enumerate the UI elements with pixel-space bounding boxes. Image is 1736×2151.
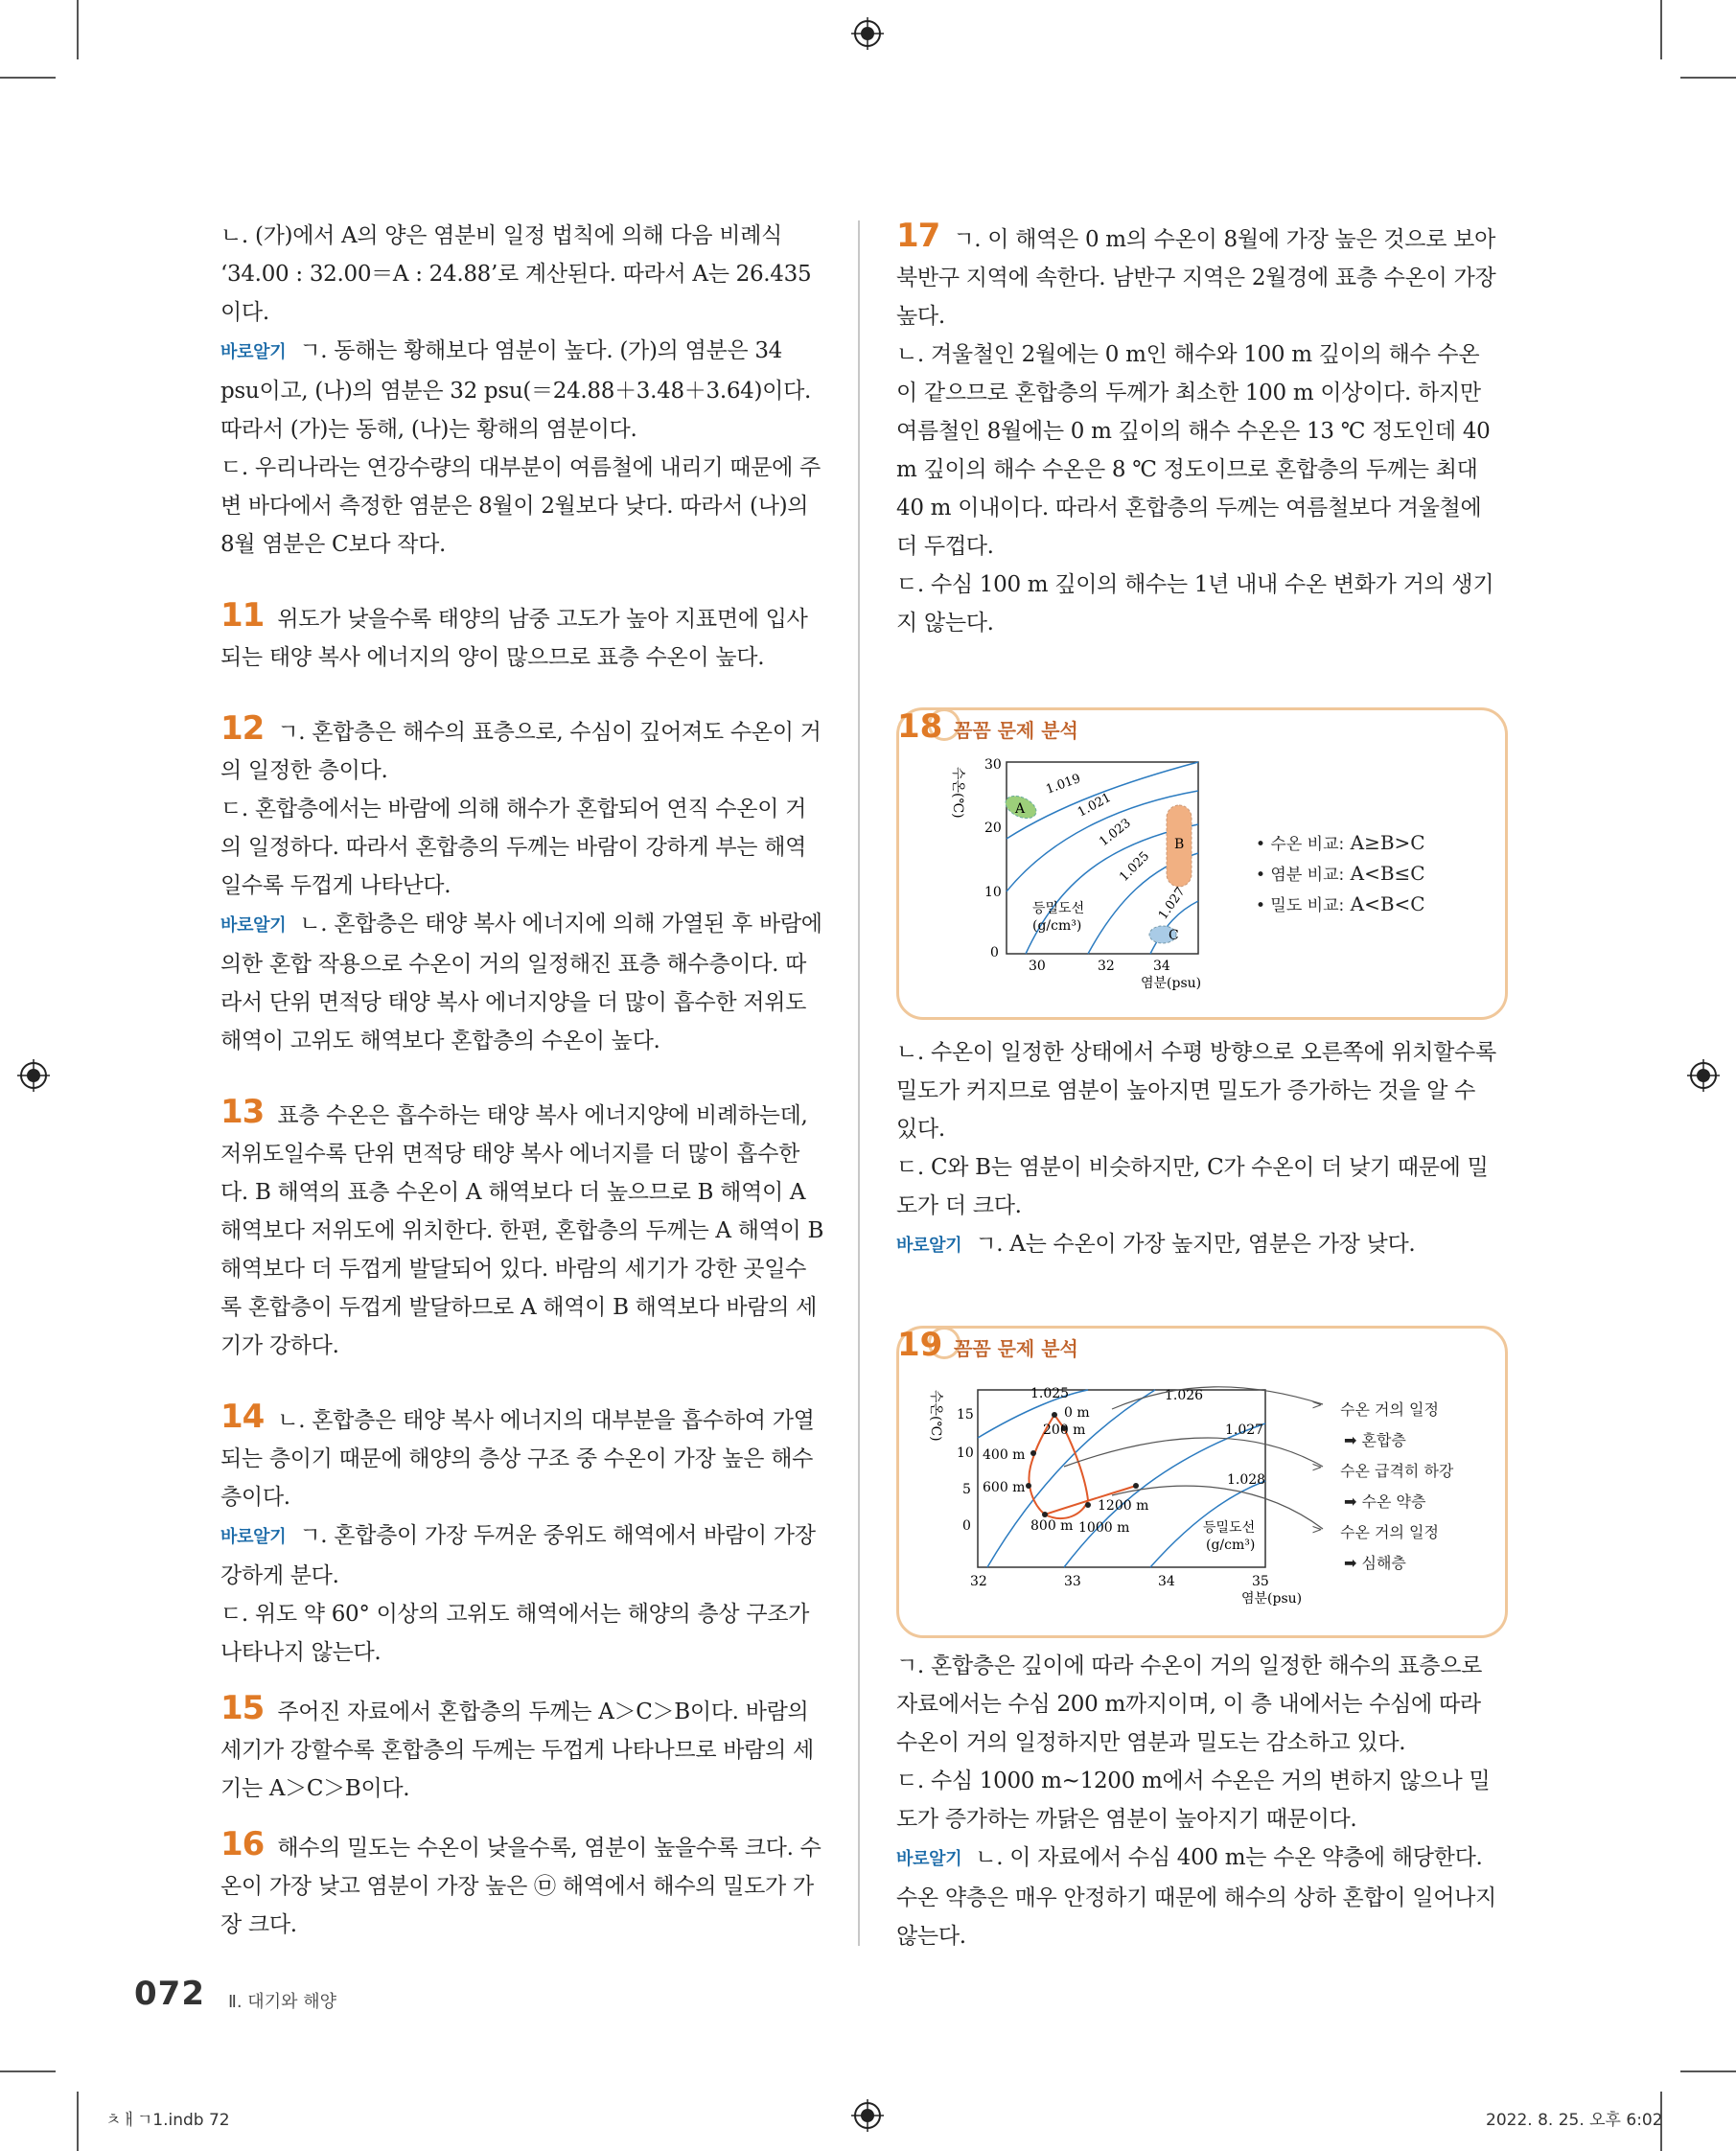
note-row: ➡ 수온 약층 xyxy=(1344,1492,1426,1511)
question-number: 17 xyxy=(896,217,940,255)
wrong-tag: 바로알기 xyxy=(896,1849,962,1869)
note-row: 수온 거의 일정 xyxy=(1340,1400,1439,1419)
right-column-q18 xyxy=(896,1033,1500,1265)
depth-label: 0 m xyxy=(1064,1405,1090,1421)
question-number: 14 xyxy=(220,1398,265,1436)
layer-notes-19 xyxy=(1340,1395,1453,1579)
question-16: 16 해수의 밀도는 수온이 낮을수록, 염분이 높을수록 크다. 수온이 가장 낮고 염분이 가장 높은 ㉤ 해역에서 해수의 밀도가 가장 크다. xyxy=(220,1825,822,1937)
svg-text:>: > xyxy=(1311,1522,1323,1538)
right-column-q19 xyxy=(896,1647,1500,1955)
point-label: A xyxy=(1015,801,1026,817)
answer-paragraph: ㄴ. 겨울철인 2월에는 0 m인 해수와 100 m 깊이의 해수 수온이 같으므로 혼합층의 두께가 최소한 100 m 이상이다. 하지만 여름철인 8월에는 0 m 깊이의 해수 수온은 13 ℃ 정도인데 40 m 깊이의 해수 수온은 8 ℃ 정도이므로 혼합층의 두께는 최대 40 m 이내이다. 따라서 혼합층의 두께는 여름철보다 겨울철에 더 두껍다. xyxy=(896,342,1491,559)
answer-paragraph: ㄷ. 수심 1000 m~1200 m에서 수온은 거의 변하지 않으나 밀도가 증가하는 까닭은 염분이 높아지기 때문이다. xyxy=(896,1769,1491,1832)
legend-row: • 수온 비교: A≥B>C xyxy=(1256,831,1425,854)
legend-row: • 염분 비교: A<B≤C xyxy=(1256,862,1425,885)
question-17: 17 ㄱ. 이 해역은 0 m의 수온이 8월에 가장 높은 것으로 보아 북반구 지역에 속한다. 남반구 지역은 2월경에 표층 수온이 가장 높다. xyxy=(896,217,1496,329)
svg-text:>: > xyxy=(1311,1398,1323,1413)
section-title: Ⅱ. 대기와 해양 xyxy=(228,1992,336,2012)
x-axis-label: 염분(psu) xyxy=(1141,976,1202,991)
depth-label: 1000 m xyxy=(1078,1520,1130,1536)
page-number: 072 xyxy=(134,1975,205,2013)
question-number: 18 xyxy=(897,707,943,746)
isoline-label: 1.023 xyxy=(1097,816,1134,850)
y-tick: 30 xyxy=(984,757,1002,773)
note-row: 수온 급격히 하강 xyxy=(1340,1462,1454,1480)
wrong-tag: 바로알기 xyxy=(220,342,287,362)
y-tick: 10 xyxy=(957,1446,974,1461)
isoline-label: 1.025 xyxy=(1117,848,1153,885)
x-tick: 34 xyxy=(1153,959,1170,974)
answer-paragraph: ㄷ. 우리나라는 연강수량의 대부분이 여름철에 내리기 때문에 주변 바다에서 측정한 염분은 8월이 2월보다 낮다. 따라서 (나)의 8월 염분은 C보다 작다. xyxy=(220,455,821,557)
x-tick: 32 xyxy=(1098,959,1115,974)
isoline-label: 1.019 xyxy=(1044,771,1083,798)
registration-mark-icon xyxy=(1687,1059,1720,1092)
comparison-legend-18 xyxy=(1256,828,1425,920)
density-label: 등밀도선 xyxy=(1032,901,1085,916)
isoline-label: 1.027 xyxy=(1225,1422,1264,1438)
answer-paragraph: ㄷ. 위도 약 60° 이상의 고위도 해역에서는 해양의 층상 구조가 나타나지 않는다. xyxy=(220,1602,810,1665)
answer-paragraph: ㄴ. 수온이 일정한 상태에서 수평 방향으로 오른쪽에 위치할수록 밀도가 커지므로 염분이 높아지면 밀도가 증가하는 것을 알 수 있다. xyxy=(896,1040,1496,1142)
box-title: 꼼꼼 문제 분석 xyxy=(954,719,1078,742)
isoline-label: 1.027 xyxy=(1155,885,1189,923)
answer-paragraph: 바로알기 ㄱ. 동해는 황해보다 염분이 높다. (가)의 염분은 34 psu이고, (나)의 염분은 32 psu(＝24.88＋3.48＋3.64)이다. 따라서 (가)는 동해, (나)는 황해의 염분이다. xyxy=(220,338,812,442)
answer-paragraph: ㄴ. (가)에서 A의 양은 염분비 일정 법칙에 의해 다음 비례식 ‘34.00 : 32.00＝A : 24.88’로 계산된다. 따라서 A는 26.435이다. xyxy=(220,223,812,325)
answer-paragraph: ㄷ. 수심 100 m 깊이의 해수는 1년 내내 수온 변화가 거의 생기지 않는다. xyxy=(896,572,1494,636)
isoline-label: 1.025 xyxy=(1030,1386,1070,1401)
crop-mark xyxy=(77,0,79,59)
wrong-tag: 바로알기 xyxy=(896,1236,962,1256)
answer-paragraph: ㄱ. 혼합층은 깊이에 따라 수온이 거의 일정한 해수의 표층으로 자료에서는 수심 200 m까지이며, 이 층 내에서는 수심에 따라 수온이 거의 일정하지만 염분과 밀도는 감소하고 있다. xyxy=(896,1654,1483,1755)
x-tick: 32 xyxy=(970,1574,987,1589)
crop-mark xyxy=(77,2092,79,2151)
question-number: 11 xyxy=(220,596,265,635)
point-label: C xyxy=(1169,928,1179,943)
question-number: 19 xyxy=(897,1326,943,1364)
registration-mark-icon xyxy=(851,17,884,50)
density-unit: (g/cm³) xyxy=(1032,918,1082,934)
density-unit: (g/cm³) xyxy=(1206,1538,1256,1553)
note-row: ➡ 심해층 xyxy=(1344,1554,1406,1572)
y-tick: 0 xyxy=(990,945,999,960)
right-column-q17 xyxy=(896,217,1500,642)
y-tick: 15 xyxy=(957,1407,974,1422)
answer-paragraph: 바로알기 ㄴ. 이 자료에서 수심 400 m는 수온 약층에 해당한다. 수온 약층은 매우 안정하기 때문에 해수의 상하 혼합이 일어나지 않는다. xyxy=(896,1845,1496,1949)
question-15: 15 주어진 자료에서 혼합층의 두께는 A＞C＞B이다. 바람의 세기가 강할수록 혼합층의 두께는 두껍게 나타나므로 바람의 세기는 A＞C＞B이다. xyxy=(220,1689,814,1801)
note-row: ➡ 혼합층 xyxy=(1344,1431,1406,1449)
registration-mark-icon xyxy=(851,2099,884,2132)
point-label: B xyxy=(1174,837,1185,852)
depth-label: 1200 m xyxy=(1098,1498,1149,1514)
registration-mark-icon xyxy=(17,1059,50,1092)
answer-paragraph: ㄷ. C와 B는 염분이 비슷하지만, C가 수온이 더 낮기 때문에 밀도가 더 크다. xyxy=(896,1155,1489,1218)
question-12: 12 ㄱ. 혼합층은 해수의 표층으로, 수심이 깊어져도 수온이 거의 일정한 층이다. xyxy=(220,709,822,783)
x-tick: 33 xyxy=(1064,1574,1081,1589)
slug-file: ㅊㅐㄱ1.indb 72 xyxy=(105,2111,230,2130)
question-13: 13 표층 수온은 흡수하는 태양 복사 에너지양에 비례하는데, 저위도일수록 단위 면적당 태양 복사 에너지를 더 많이 흡수한다. B 해역의 표층 수온이 A 해역보다 더 높으므로 B 해역이 A 해역보다 저위도에 위치한다. 한편, 혼합층의 두께는 A 해역이 B 해역보다 더 두껍게 발달되어 있다. 바람의 세기가 강한 곳일수록 혼합층이 두껍게 발달하므로 A 해역이 B 해역보다 바람의 세기가 강하다. xyxy=(220,1093,824,1358)
question-number: 15 xyxy=(220,1689,265,1727)
wrong-tag: 바로알기 xyxy=(220,1527,287,1547)
column-divider xyxy=(858,220,860,1946)
y-tick: 10 xyxy=(984,885,1002,900)
isoline-label: 1.021 xyxy=(1075,790,1114,821)
x-tick: 35 xyxy=(1252,1574,1269,1589)
depth-label: 400 m xyxy=(983,1447,1026,1463)
density-label: 등밀도선 xyxy=(1203,1520,1256,1536)
y-axis-label: 수온(℃) xyxy=(950,767,965,819)
note-row: 수온 거의 일정 xyxy=(1340,1523,1439,1541)
crop-mark xyxy=(1680,2070,1736,2072)
x-tick: 34 xyxy=(1158,1574,1175,1589)
question-number: 12 xyxy=(220,709,265,748)
answer-paragraph: 바로알기 ㄱ. 혼합층이 가장 두꺼운 중위도 해역에서 바람이 가장 강하게 분다. xyxy=(220,1523,816,1588)
y-tick: 20 xyxy=(984,821,1002,836)
isoline-label: 1.028 xyxy=(1227,1472,1266,1488)
depth-label: 600 m xyxy=(983,1480,1026,1495)
box-title: 꼼꼼 문제 분석 xyxy=(954,1337,1078,1360)
answer-paragraph: 바로알기 ㄴ. 혼합층은 태양 복사 에너지에 의해 가열된 후 바람에 의한 혼합 작용으로 수온이 거의 일정해진 표층 해수층이다. 따라서 단위 면적당 태양 복사 에너지양을 더 많이 흡수한 저위도 해역이 고위도 해역보다 혼합층의 수온이 높다. xyxy=(220,912,822,1053)
ts-diagram-18 xyxy=(935,748,1241,997)
x-tick: 30 xyxy=(1029,959,1046,974)
question-number: 16 xyxy=(220,1825,265,1863)
crop-mark xyxy=(0,77,56,79)
question-number: 13 xyxy=(220,1093,265,1131)
crop-mark xyxy=(0,2070,56,2072)
legend-row: • 밀도 비교: A<B<C xyxy=(1256,892,1425,915)
y-tick: 0 xyxy=(962,1518,971,1534)
answer-paragraph: 바로알기 ㄱ. A는 수온이 가장 높지만, 염분은 가장 낮다. xyxy=(896,1232,1416,1257)
wrong-tag: 바로알기 xyxy=(220,915,287,936)
x-axis-label: 염분(psu) xyxy=(1241,1591,1303,1607)
y-tick: 5 xyxy=(962,1482,971,1497)
question-11: 11 위도가 낮을수록 태양의 남중 고도가 높아 지표면에 입사되는 태양 복사 에너지의 양이 많으므로 표층 수온이 높다. xyxy=(220,596,808,670)
crop-mark xyxy=(1660,0,1662,59)
svg-text:>: > xyxy=(1311,1460,1323,1475)
y-axis-label: 수온(℃) xyxy=(928,1390,943,1442)
left-column xyxy=(220,217,824,1944)
depth-label: 200 m xyxy=(1043,1422,1086,1438)
depth-label: 800 m xyxy=(1030,1518,1074,1534)
isoline-label: 1.026 xyxy=(1165,1388,1204,1403)
question-14: 14 ㄴ. 혼합층은 태양 복사 에너지의 대부분을 흡수하여 가열되는 층이기 때문에 해양의 층상 구조 중 수온이 가장 높은 해수층이다. xyxy=(220,1398,815,1510)
crop-mark xyxy=(1680,77,1736,79)
answer-paragraph: ㄷ. 혼합층에서는 바람에 의해 해수가 혼합되어 연직 수온이 거의 일정하다. 따라서 혼합층의 두께는 바람이 강하게 부는 해역일수록 두껍게 나타난다. xyxy=(220,797,807,898)
slug-date: 2022. 8. 25. 오후 6:02 xyxy=(1486,2111,1663,2130)
